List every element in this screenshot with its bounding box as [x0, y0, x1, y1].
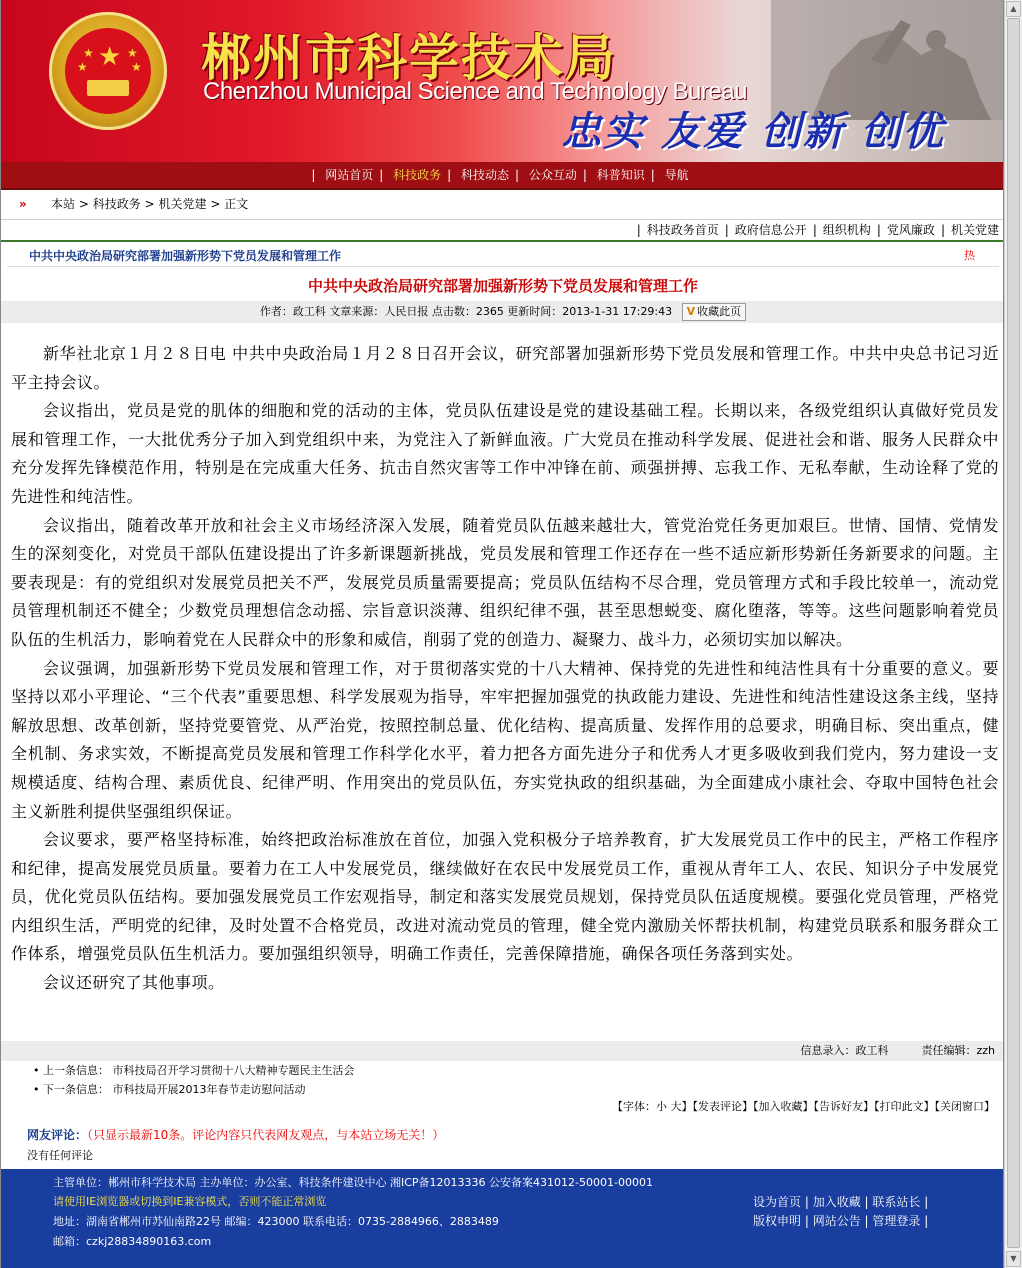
article-tools — [612, 1098, 995, 1116]
breadcrumb-party[interactable]: 机关党建 — [158, 197, 207, 211]
comments-note: （只显示最新10条。评论内容只代表网友观点，与本站立场无关！） — [87, 1128, 445, 1142]
subnav-item-org[interactable]: 组织机构 — [822, 223, 871, 237]
article-paragraph: 会议指出，党员是党的肌体的细胞和党的活动的主体，党员队伍建设是党的建设基础工程。长期以来，各级党组织认真做好党员发展和管理工作，一大批优秀分子加入到党组织中来，为党注入了新鲜血液。广大党员在推动科学发展、促进社会和谐、服务人民群众中充分发挥先锋模范作用，特别是在完成重大任务、抗击自然灾害等工作中冲锋在前、顽强拼搏、忘我工作、无私奉献，生动诠释了党的先进性和纯洁性。 — [11, 401, 999, 506]
print-button[interactable]: 【打印此文】 — [874, 1100, 935, 1113]
nav-item-interaction[interactable]: 公众互动 — [528, 168, 577, 182]
footer-links-row2: 版权申明 | 网站公告 | 管理登录 | — [753, 1214, 929, 1228]
scroll-up-icon[interactable]: ▲ — [1006, 1, 1021, 17]
font-size-toggle[interactable]: 【字体：小 大】 — [612, 1100, 693, 1113]
footer-links-row1: 设为首页 | 加入收藏 | 联系站长 | — [753, 1195, 929, 1209]
footer-address: 地址：湖南省郴州市苏仙南路22号 邮编：423000 联系电话：0735-2884966、2883489 — [53, 1215, 499, 1228]
comments-header — [27, 1126, 444, 1144]
comments-heading: 网友评论： — [27, 1128, 88, 1142]
comments-empty: 没有任何评论 — [27, 1149, 93, 1162]
breadcrumb: » 本站 > 科技政务 > 机关党建 > 正文 — [1, 194, 1004, 214]
article-title: 中共中央政治局研究部署加强新形势下党员发展和管理工作 — [307, 277, 698, 295]
main-nav: | 网站首页 | 科技政务 | 科技动态 | 公众互动 | 科普知识 | 导航 — [1, 162, 1004, 190]
site-slogan: 忠实 友爱 创新 创优 — [561, 109, 945, 155]
footer-browser-warning: 请使用IE浏览器或切换到IE兼容模式，否则不能正常浏览 — [53, 1195, 327, 1208]
breadcrumb-current: 正文 — [224, 197, 249, 211]
double-chevron-icon: » — [19, 197, 27, 211]
copyright-link[interactable]: 版权申明 — [753, 1214, 802, 1228]
subnav-item-integrity[interactable]: 党风廉政 — [886, 223, 935, 237]
subnav-item-party[interactable]: 机关党建 — [950, 223, 999, 237]
scrollbar-thumb[interactable] — [1007, 18, 1020, 1248]
article-titlebar — [7, 246, 999, 267]
article-paragraph: 会议强调，加强新形势下党员发展和管理工作，对于贯彻落实党的十八大精神、保持党的先进性和纯洁性具有十分重要的意义。要坚持以邓小平理论、“三个代表”重要思想、科学发展观为指导，牢牢把握加强党的执政能力建设、先进性和纯洁性建设这条主线，坚持解放思想、改革创新，坚持党要管党、从严治党，按照控制总量、优化结构、提高质量、发挥作用的总要求，明确目标、突出重点，健全机制、务求实效，不断提高党员发展和管理工作科学化水平，着力把各方面先进分子和优秀人才更多吸收到我们党内，努力建设一支规模适度、结构合理、素质优良、纪律严明、作用突出的党员队伍，夯实党执政的组织基础，为全面建成小康社会、夺取中国特色社会主义新胜利提供坚强组织保证。 — [11, 658, 999, 821]
nav-item-news[interactable]: 科技动态 — [460, 168, 509, 182]
contact-admin-link[interactable]: 联系站长 — [872, 1195, 921, 1209]
article-paragraph: 会议还研究了其他事项。 — [43, 973, 225, 993]
article-meta-text: 作者：政工科 文章来源：人民日报 点击数：2365 更新时间：2013-1-31 17:29:43 — [259, 305, 673, 318]
hot-badge: 热 — [964, 249, 975, 262]
breadcrumb-home[interactable]: 本站 — [51, 197, 76, 211]
add-favorite-button[interactable]: 【加入收藏】 — [753, 1100, 814, 1113]
next-article-link[interactable]: 市科技局开展2013年春节走访慰问活动 — [112, 1083, 306, 1096]
article-meta — [1, 301, 1004, 323]
footer-sponsor: 主管单位：郴州市科学技术局 主办单位：办公室、科技条件建设中心 湘ICP备12013336 公安备案431012-50001-00001 — [53, 1176, 653, 1189]
footer-email: 邮箱：czkj28834890163.com — [53, 1235, 212, 1248]
nav-item-guide[interactable]: 导航 — [664, 168, 689, 182]
subnav-item-gov-home[interactable]: 科技政务首页 — [646, 223, 719, 237]
close-window-button[interactable]: 【关闭窗口】 — [934, 1100, 995, 1113]
article-paragraph: 会议指出，随着改革开放和社会主义市场经济深入发展，随着党员队伍越来越壮大，管党治党任务更加艰巨。世情、国情、党情发生的深刻变化，对党员干部队伍建设提出了许多新课题新挑战，党员发展和管理工作还存在一些不适应新形势新任务新要求的问题。主要表现是：有的党组织对发展党员把关不严，发展党员质量需要提高；党员队伍结构不尽合理，党员管理方式和手段比较单一，流动党员管理机制还不健全；少数党员理想信念动摇、宗旨意识淡薄、组织纪律不强，甚至思想蜕变、腐化堕落，等等。这些问题影响着党员队伍的生机活力，影响着党在人民群众中的形象和威信，削弱了党的创造力、凝聚力、战斗力，必须切实加以解决。 — [11, 515, 999, 649]
vertical-scrollbar[interactable] — [1004, 0, 1022, 1268]
breadcrumb-gov[interactable]: 科技政务 — [92, 197, 141, 211]
prev-article-link[interactable]: 市科技局召开学习贯彻十八大精神专题民主生活会 — [112, 1064, 355, 1077]
nav-item-gov[interactable]: 科技政务 — [393, 168, 442, 182]
subnav-item-info-public[interactable]: 政府信息公开 — [734, 223, 807, 237]
sub-nav: | 科技政务首页 | 政府信息公开 | 组织机构 | 党风廉政 | 机关党建 — [1, 219, 1004, 242]
bookmark-button[interactable]: V 收藏此页 — [682, 303, 747, 321]
nav-item-science[interactable]: 科普知识 — [596, 168, 645, 182]
scroll-down-icon[interactable]: ▼ — [1006, 1251, 1021, 1267]
site-title-cn: 郴州市科学技术局 — [201, 28, 617, 87]
entry-info: 信息录入：政工科 责任编辑：zzh — [800, 1044, 995, 1057]
site-footer — [1, 1169, 1004, 1268]
titlebar-title: 中共中央政治局研究部署加强新形势下党员发展和管理工作 — [29, 249, 342, 263]
site-banner — [1, 0, 1004, 162]
national-emblem-icon: ★ ★ ★ ★ ★ — [49, 12, 167, 130]
prev-next-links: • 上一条信息： 市科技局召开学习贯彻十八大精神专题民主生活会 • 下一条信息： 市科技局开展2013年春节走访慰问活动 — [33, 1064, 355, 1096]
site-title-en: Chenzhou Municipal Science and Technology Bureau — [203, 78, 747, 105]
set-homepage-link[interactable]: 设为首页 — [753, 1195, 802, 1209]
article-paragraph: 新华社北京１月２８日电 中共中央政治局１月２８日召开会议，研究部署加强新形势下党员发展和管理工作。中共中央总书记习近平主持会议。 — [11, 344, 999, 392]
nav-item-home[interactable]: 网站首页 — [325, 168, 374, 182]
post-comment-button[interactable]: 【发表评论】 — [692, 1100, 753, 1113]
tell-friend-button[interactable]: 【告诉好友】 — [813, 1100, 874, 1113]
admin-login-link[interactable]: 管理登录 — [872, 1214, 921, 1228]
announcement-link[interactable]: 网站公告 — [812, 1214, 861, 1228]
article-paragraph: 会议要求，要严格坚持标准，始终把政治标准放在首位，加强入党积极分子培养教育，扩大发展党员工作中的民主，严格工作程序和纪律，提高发展党员质量。要着力在工人中发展党员，继续做好在农民中发展党员工作，重视从青年工人、农民、知识分子中发展党员，优化党员队伍结构。要加强发展党员工作宏观指导，制定和落实发展党员规划，保持党员队伍适度规模。要强化党员管理，严格党内组织生活，严明党的纪律，及时处置不合格党员，改进对流动党员的管理，健全党内激励关怀帮扶机制，构建党员联系和服务群众工作体系，增强党员队伍生机活力。要加强组织领导，明确工作责任，完善保障措施，确保各项任务落到实处。 — [11, 830, 999, 964]
add-favorite-link[interactable]: 加入收藏 — [812, 1195, 861, 1209]
article-entry-bar — [1, 1041, 1004, 1061]
bookmark-icon: V — [686, 305, 696, 318]
article-body — [11, 340, 999, 998]
